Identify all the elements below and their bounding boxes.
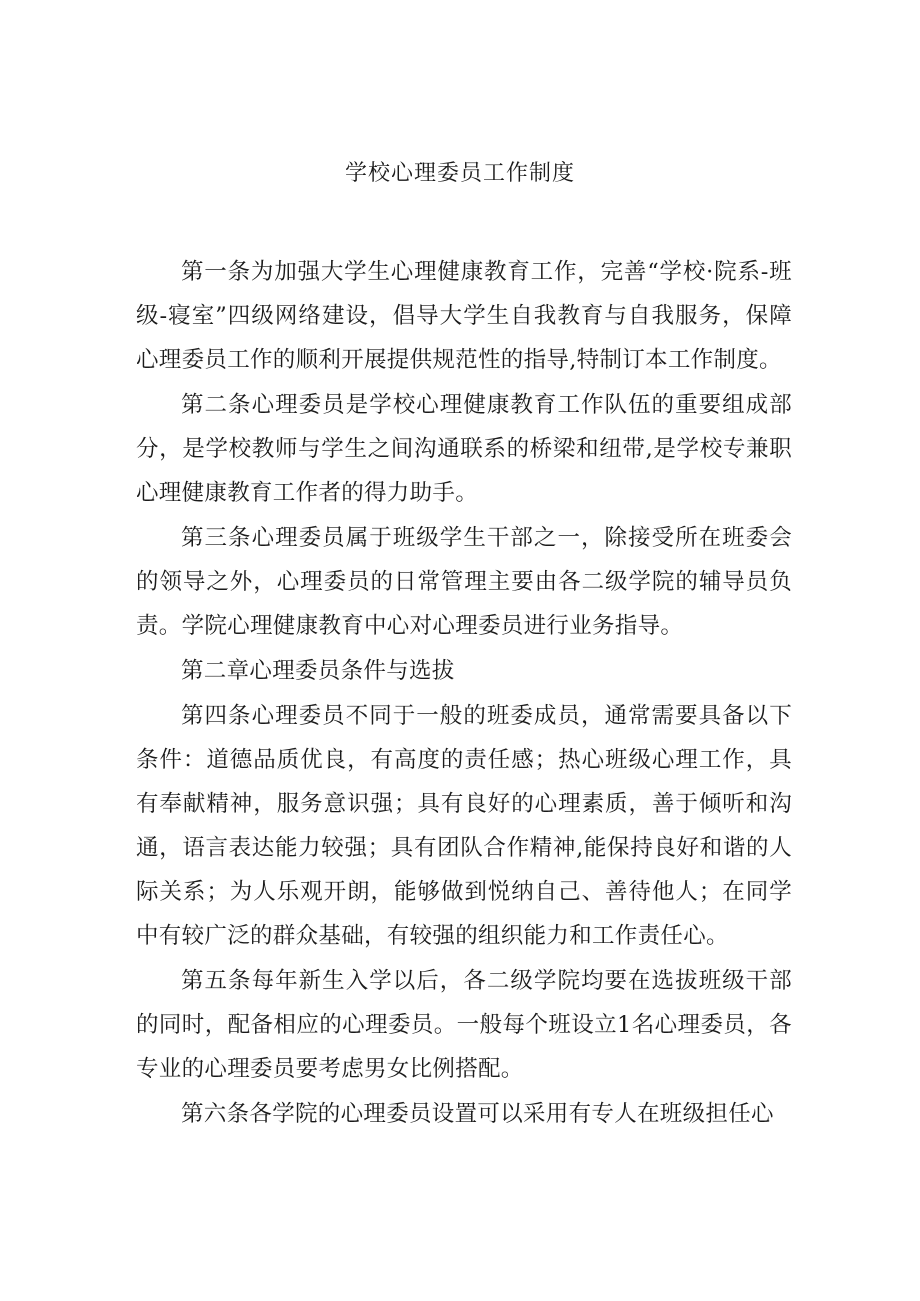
document-title: 学校心理委员工作制度: [344, 161, 575, 186]
chapter-2-heading: 第二章心理委员条件与选拔: [181, 658, 455, 684]
article-1-paragraph: 第一条为加强大学生心理健康教育工作，完善“学校·院系-班级-寝室”四级网络建设，倡导大学生自我教育与自我服务，保障心理委员工作的顺利开展提供规范性的指导,特制订本工作制度。: [136, 259, 792, 373]
article-6-paragraph: 第六条各学院的心理委员设置可以采用有专人在班级担任心: [181, 1101, 774, 1127]
document-body: [136, 250, 792, 1137]
article-4-paragraph: 第四条心理委员不同于一般的班委成员，通常需要具备以下条件：道德品质优良，有高度的责任感；热心班级心理工作，具有奉献精神，服务意识强；具有良好的心理素质，善于倾听和沟通，语言表达能力较强；具有团队合作精神,能保持良好和谐的人际关系；为人乐观开朗，能够做到悦纳自己、善待他人；在同学中有较广泛的群众基础，有较强的组织能力和工作责任心。: [136, 703, 792, 949]
article-2-paragraph: 第二条心理委员是学校心理健康教育工作队伍的重要组成部分，是学校教师与学生之间沟通联系的桥梁和纽带,是学校专兼职心理健康教育工作者的得力助手。: [136, 392, 792, 506]
article-5-paragraph: 第五条每年新生入学以后，各二级学院均要在选拔班级干部的同时，配备相应的心理委员。一般每个班设立1名心理委员，各专业的心理委员要考虑男女比例搭配。: [136, 968, 792, 1082]
article-3-paragraph: 第三条心理委员属于班级学生干部之一，除接受所在班委会的领导之外，心理委员的日常管理主要由各二级学院的辅导员负责。学院心理健康教育中心对心理委员进行业务指导。: [136, 525, 792, 639]
